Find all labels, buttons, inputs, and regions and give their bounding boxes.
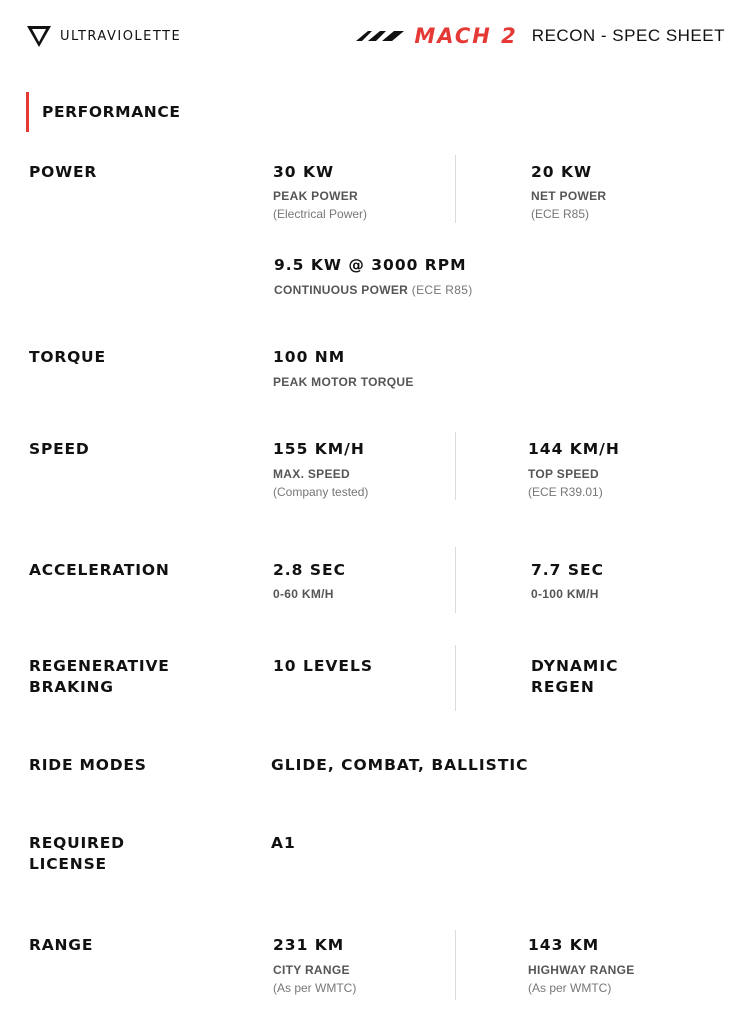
top-speed-label: TOP SPEED: [528, 467, 599, 481]
brand-name: ULTRAVIOLETTE: [60, 28, 182, 44]
torque-label: TORQUE: [29, 348, 106, 366]
acceleration-label: ACCELERATION: [29, 561, 170, 579]
ultraviolette-logo-icon: [26, 24, 52, 48]
max-speed-label: MAX. SPEED: [273, 467, 351, 481]
column-divider: [455, 930, 456, 1000]
city-range-value: 231 KM: [273, 936, 345, 954]
net-power-label: NET POWER: [531, 189, 607, 203]
top-speed-value: 144 KM/H: [528, 440, 620, 458]
highway-range-label: HIGHWAY RANGE: [528, 963, 635, 977]
continuous-power-note: (ECE R85): [411, 283, 473, 297]
highway-range-note: (As per WMTC): [528, 981, 612, 995]
dynamic-regen-value: DYNAMIC REGEN: [531, 657, 619, 696]
continuous-power-label: CONTINUOUS POWER (ECE R85): [274, 283, 473, 297]
column-divider: [455, 432, 456, 500]
column-divider: [455, 155, 456, 223]
peak-power-value: 30 KW: [273, 163, 335, 181]
section-title: PERFORMANCE: [42, 103, 181, 121]
model-name: MACH 2: [414, 24, 518, 48]
ride-modes-value: GLIDE, COMBAT, BALLISTIC: [271, 756, 529, 774]
acceleration-100-value: 7.7 SEC: [531, 561, 604, 579]
city-range-label: CITY RANGE: [273, 963, 350, 977]
speed-label: SPEED: [29, 440, 90, 458]
license-value: A1: [271, 834, 296, 852]
sheet-title: RECON - SPEC SHEET: [531, 26, 725, 45]
net-power-value: 20 KW: [531, 163, 593, 181]
city-range-note: (As per WMTC): [273, 981, 357, 995]
acceleration-60-value: 2.8 SEC: [273, 561, 346, 579]
regen-levels-value: 10 LEVELS: [273, 657, 374, 675]
max-speed-note: (Company tested): [273, 485, 369, 499]
torque-sub-label: PEAK MOTOR TORQUE: [273, 375, 414, 389]
max-speed-value: 155 KM/H: [273, 440, 365, 458]
top-speed-note: (ECE R39.01): [528, 485, 603, 499]
regen-label: REGENERATIVE BRAKING: [29, 657, 170, 696]
column-divider: [455, 645, 456, 711]
column-divider: [455, 547, 456, 613]
mach-speed-icon: [354, 29, 406, 43]
license-label: REQUIRED LICENSE: [29, 834, 125, 873]
torque-value: 100 NM: [273, 348, 346, 366]
continuous-power-value: 9.5 KW @ 3000 RPM: [274, 256, 467, 274]
acceleration-60-label: 0-60 KM/H: [273, 587, 334, 601]
peak-power-note: (Electrical Power): [273, 207, 368, 221]
highway-range-value: 143 KM: [528, 936, 600, 954]
peak-power-label: PEAK POWER: [273, 189, 359, 203]
brand-logo: [26, 24, 181, 48]
section-accent-bar: [26, 92, 29, 132]
acceleration-100-label: 0-100 KM/H: [531, 587, 599, 601]
ride-modes-label: RIDE MODES: [29, 756, 147, 774]
model-header: [354, 24, 725, 48]
range-label: RANGE: [29, 936, 94, 954]
power-label: POWER: [29, 163, 98, 181]
net-power-note: (ECE R85): [531, 207, 590, 221]
